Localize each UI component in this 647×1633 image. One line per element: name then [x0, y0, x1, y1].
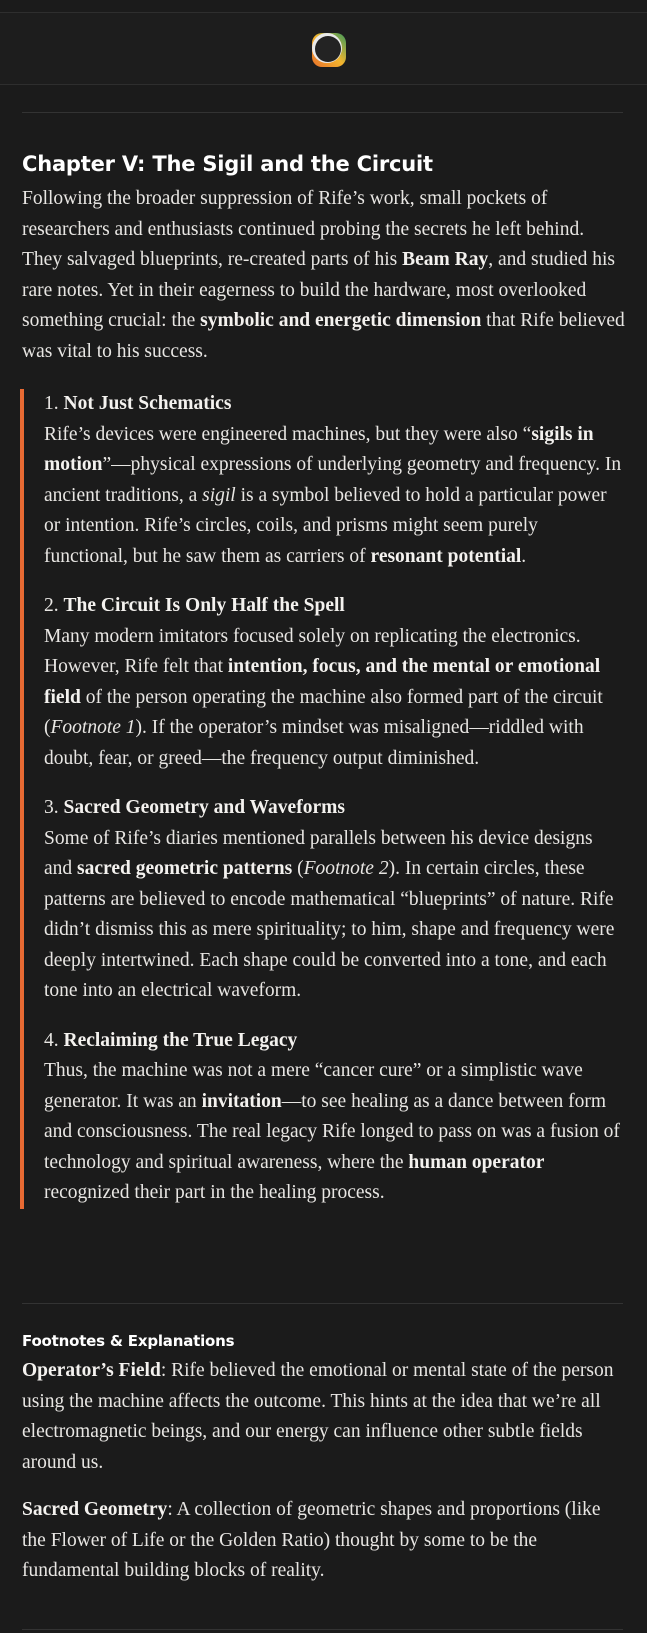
item-heading: Not Just Schematics: [63, 393, 232, 414]
footnote-entry: Sacred Geometry: A collection of geometric shapes and proportions (like the Flower of Life or the Golden Ratio) thought by some to be the fundamental building blocks of reality.: [22, 1499, 601, 1581]
header-bar: [0, 12, 647, 85]
list-item: 1. Not Just Schematics Rife’s devices were engineered machines, but they were also “sigils in motion”—physical expressions of underlying geometry and frequency. In ancient traditions, a sigil is a symbol believed to hold a particular power or intention. Rife’s circles, coils, and prisms might seem purely functional, but he saw them as carriers of resonant potential.: [44, 393, 622, 567]
footnote-ref[interactable]: Footnote 2: [303, 858, 389, 879]
footnotes-section: [22, 1332, 625, 1604]
footnote-ref[interactable]: Footnote 1: [50, 717, 136, 738]
top-strip: [0, 0, 647, 12]
divider: [22, 1303, 623, 1304]
list-item: 3. Sacred Geometry and Waveforms Some of Rife’s diaries mentioned parallels between his device designs and sacred geometric patterns (Footnote 2). In certain circles, these patterns are believed to encode mathematical “blueprints” of nature. Rife didn’t dismiss this as mere spirituality; to him, shape and frequency were deeply intertwined. Each shape could be converted into a tone, and each tone into an electrical waveform.: [44, 797, 615, 1001]
item-heading: Reclaiming the True Legacy: [63, 1029, 298, 1051]
blockquote-list: [20, 389, 625, 1209]
list-item: 4. Reclaiming the True Legacy Thus, the machine was not a mere “cancer cure” or a simplistic wave generator. It was an invitation—to see healing as a dance between form and consciousness. The real legacy Rife longed to pass on was a fusion of technology and spiritual awareness, where the human operator recognized their part in the healing process.: [44, 1029, 620, 1203]
divider: [22, 112, 623, 113]
app-logo-icon[interactable]: [309, 30, 349, 70]
chapter-title: Chapter V: The Sigil and the Circuit: [22, 152, 433, 176]
footnote-entry: Operator’s Field: Rife believed the emotional or mental state of the person using the machine affects the outcome. This hints at the idea that we’re all electromagnetic beings, and our energy can influence other subtle fields around us.: [22, 1360, 614, 1473]
item-heading: The Circuit Is Only Half the Spell: [63, 595, 345, 616]
item-heading: Sacred Geometry and Waveforms: [63, 797, 345, 818]
chapter-intro: Following the broader suppression of Rife’s work, small pockets of researchers and enthusiasts continued probing the secrets he left behind. They salvaged blueprints, re-created parts of his Beam Ray, and studied his rare notes. Yet in their eagerness to build the hardware, most overlooked something crucial: the symbolic and energetic dimension that Rife believed was vital to his success.: [22, 188, 625, 362]
footnotes-title: Footnotes & Explanations: [22, 1332, 235, 1350]
list-item: 2. The Circuit Is Only Half the Spell Many modern imitators focused solely on replicating the electronics. However, Rife felt that intention, focus, and the mental or emotional field of the person operating the machine also formed part of the circuit (Footnote 1). If the operator’s mindset was misaligned—riddled with doubt, fear, or greed—the frequency output diminished.: [44, 595, 603, 769]
chapter-section: [22, 142, 625, 367]
divider: [22, 1629, 623, 1630]
